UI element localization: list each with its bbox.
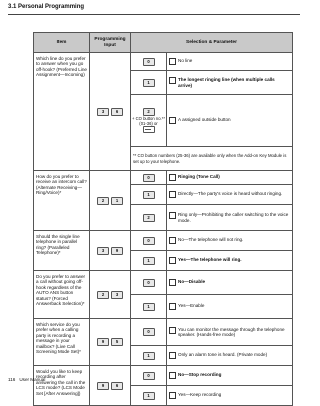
- option-label: A assigned outside button: [178, 116, 231, 122]
- table-row: [34, 319, 293, 346]
- option-label: No line: [178, 57, 193, 63]
- option-cell: [167, 53, 293, 71]
- option-label: Yes—Enable: [178, 302, 205, 308]
- key-button: 3: [97, 108, 109, 116]
- option-key-cell: [131, 319, 167, 346]
- key-button: 5: [111, 338, 123, 346]
- note-cell: ** CO button numbers (25-36) are available only when the Add-on Key Module is set up to your telephone.: [131, 147, 293, 171]
- header-item: Item: [34, 33, 90, 53]
- key-button: 0: [143, 58, 155, 66]
- option-key-cell: [131, 366, 167, 386]
- table-row: [34, 231, 293, 251]
- key-button: 1: [111, 197, 123, 205]
- item-cell: Would you like to keep recording after answering the call in the LCS mode? (LCS Mode Set [After Answering]): [34, 366, 90, 406]
- option-key-cell: [131, 171, 167, 185]
- item-cell: Which service do you prefer when a calling party is recording a message in your mailbox? (Live Call Screening Mode Set)*: [34, 319, 90, 366]
- title-rule: [8, 14, 300, 15]
- key-button: 9: [97, 338, 109, 346]
- item-cell: Which line do you prefer to answer when you go off-hook? (Preferred Line Assignment—Incoming): [34, 53, 90, 171]
- option-label: No—Disable: [178, 278, 206, 284]
- checkbox[interactable]: [169, 327, 176, 334]
- key-button: 1: [143, 303, 155, 311]
- checkbox[interactable]: [169, 303, 176, 310]
- key-button: 0: [143, 279, 155, 287]
- input-cell: [90, 319, 131, 366]
- input-cell: [90, 231, 131, 271]
- key-button: 1: [143, 79, 155, 87]
- option-label: No—The telephone will not ring.: [178, 236, 244, 242]
- input-cell: [90, 271, 131, 319]
- key-button: 0: [143, 372, 155, 380]
- key-button: 1: [143, 352, 155, 360]
- option-key-cell: [131, 386, 167, 406]
- option-label: Yes—The telephone will ring.: [178, 256, 242, 262]
- option-key-cell: [131, 251, 167, 271]
- page-footer: [8, 377, 45, 382]
- key-button: 3: [111, 291, 123, 299]
- header-programming-input: Programming Input: [90, 33, 131, 53]
- key-button: 0: [143, 174, 155, 182]
- option-key-cell: [131, 205, 167, 231]
- table-row: [34, 53, 293, 71]
- key-button: 1: [143, 191, 155, 199]
- option-label: The longest ringing line (when multiple calls arrive): [178, 77, 275, 88]
- key-button: 2: [97, 197, 109, 205]
- option-key-cell: [131, 185, 167, 205]
- table-header-row: [34, 33, 293, 53]
- checkbox[interactable]: [169, 58, 176, 65]
- option-cell: [167, 346, 293, 366]
- co-button-instruction: + CO button no.** (01-36) or: [132, 115, 165, 126]
- header-selection: Selection & Parameter: [131, 33, 293, 53]
- option-key-cell: [131, 71, 167, 95]
- section-title: 3.1 Personal Programming: [8, 4, 85, 10]
- key-button: 2: [143, 108, 155, 116]
- checkbox[interactable]: [169, 174, 176, 181]
- item-cell: How do you prefer to receive an intercom call? (Alternate Receiving—Ring/Voice)*: [34, 171, 90, 231]
- option-label: Yes—Keep recording: [178, 391, 222, 397]
- option-cell: [167, 295, 293, 319]
- option-label: Only an alarm tone is heard. (Private mode): [178, 351, 268, 357]
- option-cell: [167, 185, 293, 205]
- option-cell: [167, 366, 293, 386]
- checkbox[interactable]: [169, 279, 176, 286]
- option-label: Directly—The party's voice is heard without ringing.: [178, 190, 283, 196]
- item-cell: Should the single line telephone in parallel ring? (Paralleled Telephone)*: [34, 231, 90, 271]
- option-cell: [167, 231, 293, 251]
- option-cell: [167, 386, 293, 406]
- settings-table: [33, 32, 293, 406]
- checkbox[interactable]: [169, 237, 176, 244]
- manual-name: User Manual: [19, 377, 46, 382]
- checkbox[interactable]: [169, 191, 176, 198]
- co-button-icon: [143, 126, 155, 133]
- table-row: [34, 366, 293, 386]
- option-key-cell: [131, 53, 167, 71]
- option-label: Ringing (Tone Call): [178, 173, 220, 179]
- option-key-cell: [131, 271, 167, 295]
- input-cell: [90, 171, 131, 231]
- key-button: 0: [143, 328, 155, 336]
- key-button: 1: [143, 392, 155, 400]
- key-button: 3: [97, 247, 109, 255]
- option-label: Ring only—Prohibiting the caller switching to the voice mode.: [178, 212, 289, 223]
- item-cell: Do you prefer to answer a call without going off-hook regardless of the AUTO ANS button status? (Forced Answerback Selection)*: [34, 271, 90, 319]
- key-button: 9: [111, 247, 123, 255]
- option-cell: [167, 205, 293, 231]
- checkbox[interactable]: [169, 117, 176, 124]
- checkbox[interactable]: [169, 372, 176, 379]
- option-cell: [167, 319, 293, 346]
- key-button: 0: [143, 237, 155, 245]
- table-row: [34, 171, 293, 185]
- option-cell: [167, 95, 293, 147]
- checkbox[interactable]: [169, 257, 176, 264]
- key-button: 9: [97, 382, 109, 390]
- input-cell: [90, 53, 131, 171]
- checkbox[interactable]: [169, 352, 176, 359]
- key-button: 2: [143, 214, 155, 222]
- option-cell: [167, 71, 293, 95]
- checkbox[interactable]: [169, 212, 176, 219]
- key-button: 6: [111, 382, 123, 390]
- option-key-cell: [131, 295, 167, 319]
- key-button: 2: [97, 291, 109, 299]
- checkbox[interactable]: [169, 392, 176, 399]
- key-button: 6: [111, 108, 123, 116]
- option-label: You can monitor the message through the telephone speaker. (Hands-free mode): [178, 326, 285, 337]
- option-cell: [167, 271, 293, 295]
- input-cell: [90, 366, 131, 406]
- option-label: No—Stop recording: [178, 371, 222, 377]
- option-key-cell: [131, 346, 167, 366]
- page-number: 116: [8, 377, 16, 382]
- key-button: 1: [143, 257, 155, 265]
- option-cell: [167, 171, 293, 185]
- option-cell: [167, 251, 293, 271]
- checkbox[interactable]: [169, 77, 176, 84]
- table-row: [34, 271, 293, 295]
- option-key-cell: [131, 231, 167, 251]
- option-key-cell: [131, 95, 167, 147]
